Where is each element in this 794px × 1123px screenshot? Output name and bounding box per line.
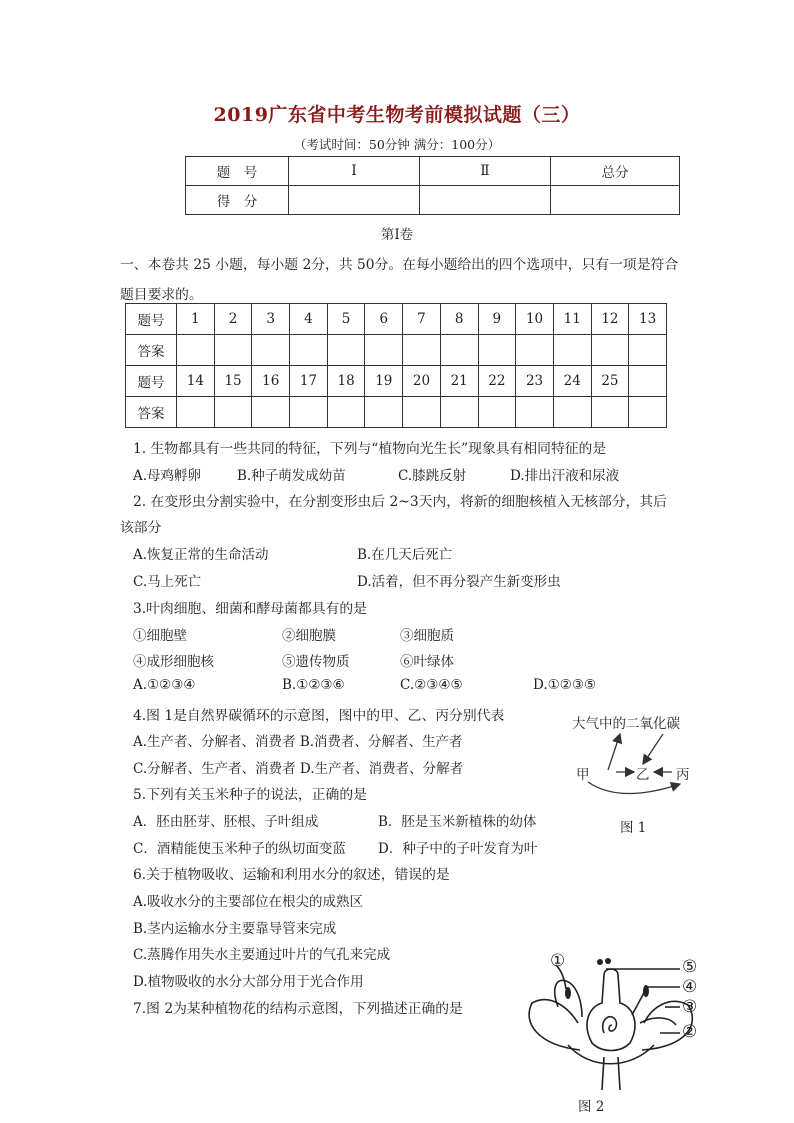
question-number-cell: 20	[403, 366, 441, 397]
q5-option-c: C．酒精能使玉米种子的纵切面变蓝	[133, 841, 346, 857]
figure-2-caption: 图 2	[578, 1099, 605, 1115]
q6-stem: 6.关于植物吸收、运输和利用水分的叙述，错误的是	[133, 867, 450, 883]
node-yi: 乙	[636, 767, 650, 783]
question-number-cell: 22	[478, 366, 516, 397]
label-5: ⑤	[682, 957, 698, 977]
question-number-cell: 19	[365, 366, 403, 397]
q2-option-a: A.恢复正常的生命活动	[133, 547, 269, 563]
question-number-cell: 12	[591, 304, 629, 335]
question-number-cell: 15	[214, 366, 252, 397]
answer-table-q-label: 题号	[126, 366, 177, 397]
q6-option-d: D.植物吸收的水分大部分用于光合作用	[133, 974, 364, 990]
question-number-cell: 21	[440, 366, 478, 397]
answer-cell	[177, 397, 215, 428]
node-bing: 丙	[676, 767, 690, 783]
score-header-question: 题 号	[186, 157, 289, 186]
node-jia: 甲	[576, 767, 590, 783]
question-number-cell: 7	[403, 304, 441, 335]
question-number-cell: 11	[553, 304, 591, 335]
question-number-cell: 24	[553, 366, 591, 397]
q2-stem-line-1: 2. 在变形虫分割实验中，在分割变形虫后 2~3天内，将新的细胞核植入无核部分，其后	[133, 494, 667, 510]
question-number-cell: 1	[177, 304, 215, 335]
figure-1	[560, 712, 710, 842]
q6-option-a: A.吸收水分的主要部位在根尖的成熟区	[133, 894, 364, 910]
q5-stem: 5.下列有关玉米种子的说法，正确的是	[133, 787, 367, 803]
score-row-label: 得 分	[186, 186, 289, 215]
q2-option-c: C.马上死亡	[133, 574, 202, 590]
q3-item-6: ⑥叶绿体	[400, 654, 454, 670]
q2-option-b: B.在几天后死亡	[357, 547, 453, 563]
answer-table-q-label: 题号	[126, 304, 177, 335]
q5-option-a: A．胚由胚芽、胚根、子叶组成	[133, 814, 319, 830]
q2-stem-line-2: 该部分	[120, 520, 162, 536]
question-number-cell: 10	[516, 304, 554, 335]
q4-options-ab: A.生产者、分解者、消费者 B.消费者、分解者、生产者	[133, 734, 463, 750]
question-number-cell: 13	[629, 304, 667, 335]
answer-cell	[478, 335, 516, 366]
score-table	[185, 156, 680, 215]
answer-cell	[478, 397, 516, 428]
q3-option-c: C.②③④⑤	[400, 677, 463, 693]
question-number-cell: 5	[327, 304, 365, 335]
question-number-cell: 14	[177, 366, 215, 397]
score-header-total: 总分	[551, 157, 680, 186]
answer-cell	[553, 335, 591, 366]
q3-item-5: ⑤遗传物质	[282, 654, 350, 670]
answer-cell	[403, 335, 441, 366]
q3-item-3: ③细胞质	[400, 628, 454, 644]
q2-option-d: D.活着，但不再分裂产生新变形虫	[357, 574, 561, 590]
q1-option-b: B.种子萌发成幼苗	[237, 468, 346, 484]
q4-options-cd: C.分解者、生产者、消费者 D.生产者、消费者、分解者	[133, 761, 464, 777]
q5-option-b: B．胚是玉米新植株的幼体	[378, 814, 537, 830]
label-1: ①	[550, 951, 566, 971]
q5-option-d: D．种子中的子叶发育为叶	[378, 841, 538, 857]
q1-option-a: A.母鸡孵卵	[133, 468, 202, 484]
question-number-cell: 23	[516, 366, 554, 397]
answer-cell	[252, 335, 290, 366]
atmosphere-co2-label: 大气中的二氧化碳	[572, 716, 680, 732]
q3-item-2: ②细胞膜	[282, 628, 336, 644]
q1-stem: 1. 生物都具有一些共同的特征，下列与“植物向光生长”现象具有相同特征的是	[133, 441, 607, 457]
figure-1-caption: 图 1	[620, 820, 647, 836]
answer-cell	[365, 335, 403, 366]
answer-cell	[629, 335, 667, 366]
question-number-cell: 3	[252, 304, 290, 335]
q6-option-b: B.茎内运输水分主要靠导管来完成	[133, 921, 337, 937]
question-number-cell	[629, 366, 667, 397]
label-2: ②	[682, 1022, 698, 1042]
q3-item-1: ①细胞壁	[133, 628, 187, 644]
question-number-cell: 17	[290, 366, 328, 397]
answer-cell	[214, 397, 252, 428]
q7-stem: 7.图 2为某种植物花的结构示意图，下列描述正确的是	[133, 1001, 463, 1017]
instructions-line-1: 一、本卷共 25 小题，每小题 2分，共 50分。在每小题给出的四个选项中，只有一项是符合	[120, 257, 679, 273]
q3-stem: 3.叶肉细胞、细菌和酵母菌都具有的是	[133, 601, 367, 617]
question-number-cell: 4	[290, 304, 328, 335]
question-number-cell: 25	[591, 366, 629, 397]
q4-stem: 4.图 1是自然界碳循环的示意图，图中的甲、乙、丙分别代表	[133, 708, 505, 724]
q3-option-b: B.①②③⑥	[282, 677, 345, 693]
answer-cell	[403, 397, 441, 428]
q3-option-a: A.①②③④	[133, 677, 196, 693]
answer-cell	[214, 335, 252, 366]
score-header-part1: Ⅰ	[289, 157, 420, 186]
score-header-part2: Ⅱ	[420, 157, 551, 186]
answer-cell	[591, 335, 629, 366]
answer-cell	[440, 335, 478, 366]
answer-cell	[440, 397, 478, 428]
question-number-cell: 16	[252, 366, 290, 397]
answer-table-a-label: 答案	[126, 397, 177, 428]
answer-cell	[252, 397, 290, 428]
score-cell	[551, 186, 680, 215]
question-number-cell: 2	[214, 304, 252, 335]
q3-item-4: ④成形细胞核	[133, 654, 214, 670]
answer-cell	[553, 397, 591, 428]
answer-cell	[365, 397, 403, 428]
instructions-line-2: 题目要求的。	[120, 287, 203, 303]
score-cell	[420, 186, 551, 215]
q1-option-d: D.排出汗液和尿液	[510, 468, 620, 484]
page-title: 2019广东省中考生物考前模拟试题（三）	[213, 104, 581, 126]
answer-cell	[591, 397, 629, 428]
question-number-cell: 9	[478, 304, 516, 335]
answer-cell	[290, 397, 328, 428]
answer-cell	[327, 335, 365, 366]
section-title: 第Ⅰ卷	[380, 227, 414, 243]
exam-info: （考试时间：50分钟 满分：100分）	[293, 137, 501, 152]
q3-option-d: D.①②③⑤	[533, 677, 597, 693]
answer-cell	[177, 335, 215, 366]
answer-table-a-label: 答案	[126, 335, 177, 366]
answer-table	[125, 303, 667, 428]
question-number-cell: 8	[440, 304, 478, 335]
answer-cell	[327, 397, 365, 428]
label-3: ③	[682, 997, 698, 1017]
answer-cell	[629, 397, 667, 428]
figure-2	[520, 945, 710, 1117]
score-cell	[289, 186, 420, 215]
q6-option-c: C.蒸腾作用失水主要通过叶片的气孔来完成	[133, 947, 391, 963]
question-number-cell: 18	[327, 366, 365, 397]
answer-cell	[516, 335, 554, 366]
question-number-cell: 6	[365, 304, 403, 335]
answer-cell	[290, 335, 328, 366]
label-4: ④	[682, 977, 698, 997]
answer-cell	[516, 397, 554, 428]
q1-option-c: C.膝跳反射	[398, 468, 467, 484]
